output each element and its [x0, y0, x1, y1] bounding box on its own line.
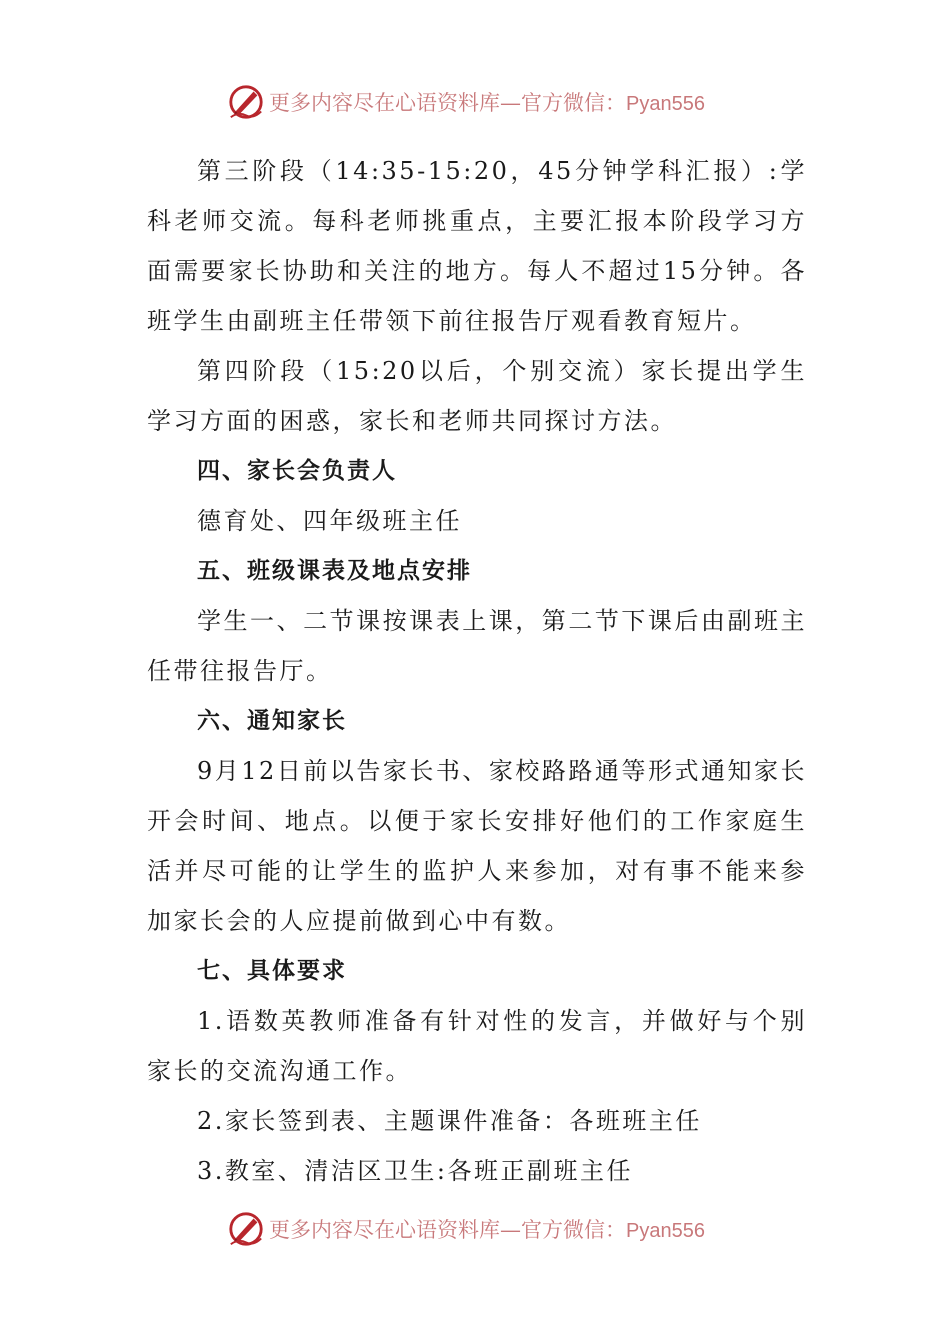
requirement-item-2: 2.家长签到表、主题课件准备：各班班主任 — [197, 1107, 702, 1135]
heading-notify-parents: 六、通知家长 — [197, 708, 347, 734]
paragraph-responsible-persons: 德育处、四年级班主任 — [197, 507, 462, 535]
footer-watermark — [227, 1207, 705, 1251]
heading-requirements: 七、具体要求 — [197, 958, 347, 984]
paragraph-stage-four: 第四阶段（15:20以后，个别交流）家长提出学生学习方面的困惑，家长和老师共同探讨方法。 — [147, 357, 807, 435]
header-watermark — [227, 80, 705, 124]
requirement-item-3: 3.教室、清洁区卫生:各班正副班主任 — [197, 1157, 633, 1185]
document-body — [147, 146, 807, 1196]
paragraph-stage-three: 第三阶段（14:35-15:20，45分钟学科汇报）:学科老师交流。每科老师挑重点，主要汇报本阶段学习方面需要家长协助和关注的地方。每人不超过15分钟。各班学生由副班主任带领下前往报告厅观看教育短片。 — [147, 157, 807, 335]
watermark-wechat-id: Pyan556 — [626, 1220, 705, 1242]
pen-logo-icon — [227, 1210, 265, 1248]
heading-schedule-location: 五、班级课表及地点安排 — [197, 558, 472, 584]
paragraph-schedule-location: 学生一、二节课按课表上课，第二节下课后由副班主任带往报告厅。 — [147, 607, 807, 685]
watermark-wechat-id: Pyan556 — [626, 93, 705, 115]
watermark-text: 更多内容尽在心语资料库—官方微信：Pyan556 — [269, 91, 705, 115]
requirement-item-1: 1.语数英教师准备有针对性的发言，并做好与个别家长的交流沟通工作。 — [147, 1007, 807, 1085]
paragraph-notify-parents: 9月12日前以告家长书、家校路路通等形式通知家长开会时间、地点。以便于家长安排好他们的工作家庭生活并尽可能的让学生的监护人来参加，对有事不能来参加家长会的人应提前做到心中有数。 — [147, 757, 807, 935]
pen-logo-icon — [227, 83, 265, 121]
heading-responsible-persons: 四、家长会负责人 — [197, 458, 397, 484]
watermark-text: 更多内容尽在心语资料库—官方微信：Pyan556 — [269, 1218, 705, 1242]
